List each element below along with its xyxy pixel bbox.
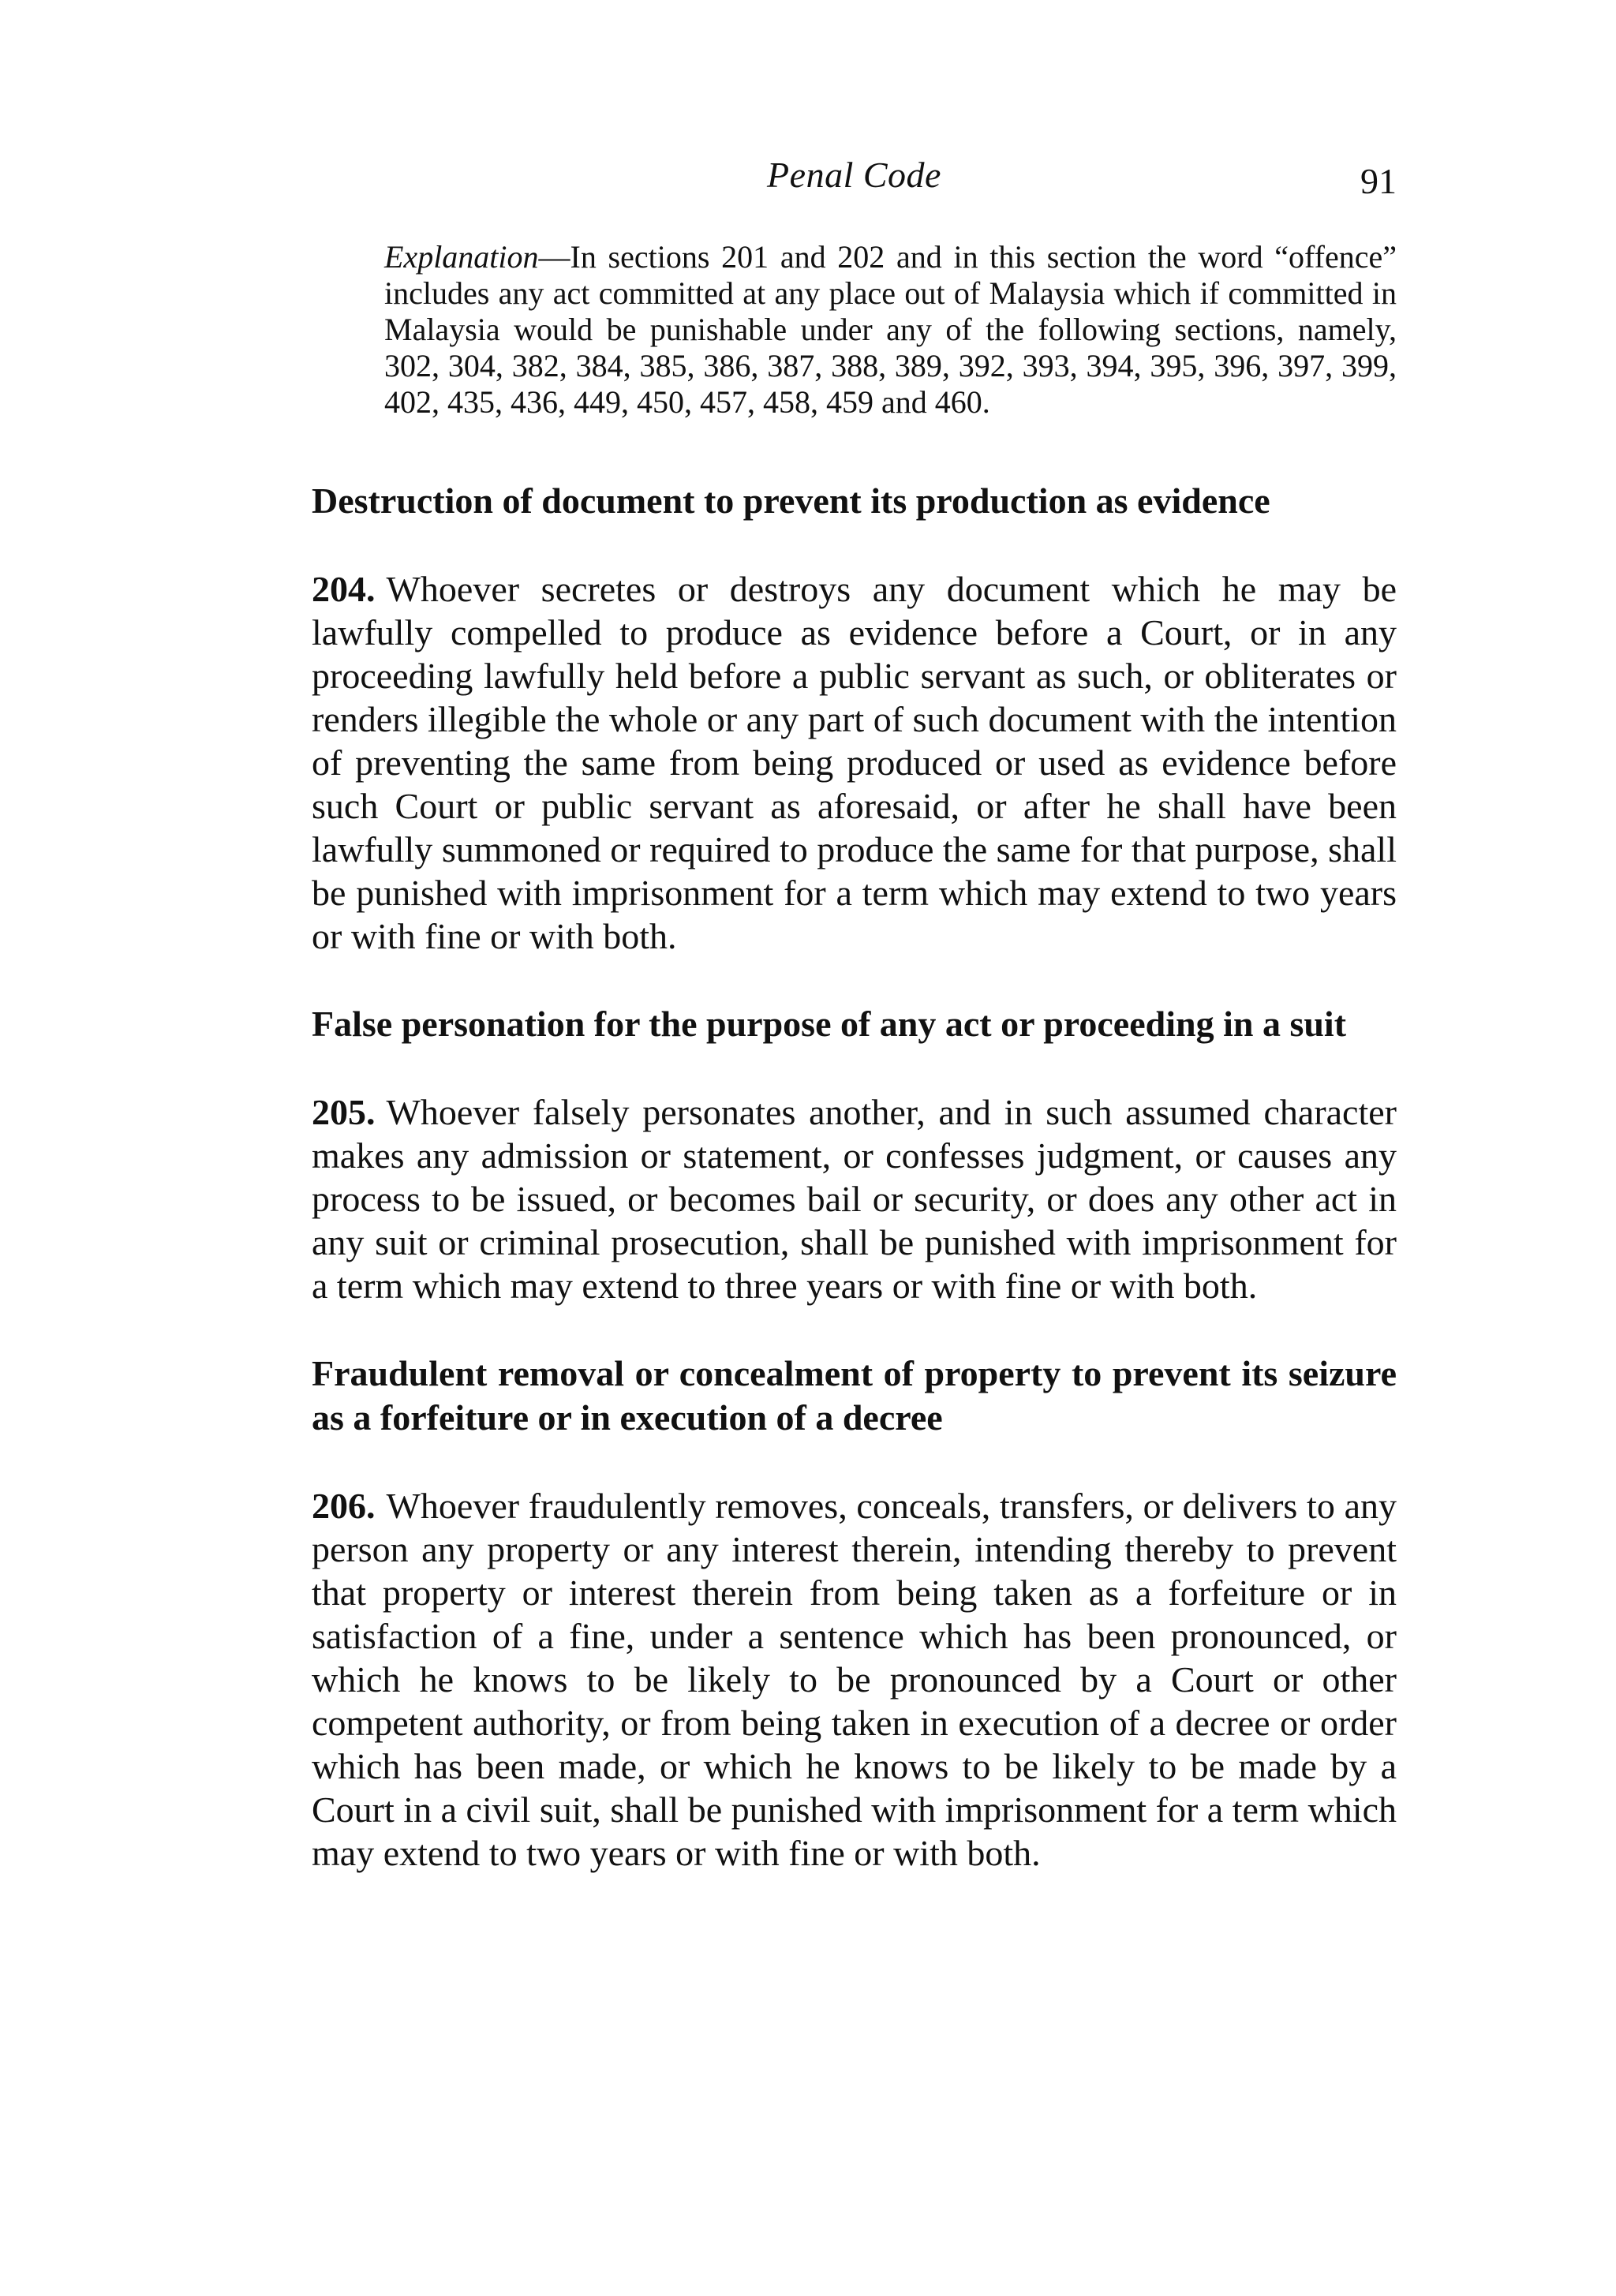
section-number-206: 206. bbox=[312, 1486, 376, 1526]
running-header bbox=[312, 154, 1397, 201]
section-number-204: 204. bbox=[312, 569, 376, 609]
document-page bbox=[312, 154, 1397, 1919]
section-heading-204: Destruction of document to prevent its production as evidence bbox=[312, 481, 1270, 521]
explanation-text: —In sections 201 and 202 and in this section the word “offence” includes any act committed at any place out of Malaysia which if committed in Malaysia would be punishable under any of the following sections, namely, 302, 304, 382, 384, 385, 386, 387, 388, 389, 392, 393, 394, 395, 396, 397, 399, 402, 435, 436, 449, 450, 457, 458, 459 and 460. bbox=[384, 239, 1397, 420]
section-204-body bbox=[312, 567, 1397, 958]
section-206-body bbox=[312, 1484, 1397, 1875]
section-206-text: Whoever fraudulently removes, conceals, transfers, or delivers to any person any property or any interest therein, intending thereby to prevent that property or interest therein from being taken as a forfeiture or in satisfaction of a fine, under a sentence which has been pronounced, or which he knows to be likely to be pronounced by a Court or other competent authority, or from being taken in execution of a decree or order which has been made, or which he knows to be likely to be made by a Court in a civil suit, shall be punished with imprisonment for a term which may extend to two years or with fine or with both. bbox=[312, 1486, 1397, 1873]
section-heading-206: Fraudulent removal or concealment of property to prevent its seizure as a forfeiture or in execution of a decree bbox=[312, 1353, 1397, 1438]
explanation-paragraph bbox=[384, 239, 1397, 421]
section-205-body bbox=[312, 1090, 1397, 1307]
running-title: Penal Code bbox=[767, 155, 941, 195]
section-number-205: 205. bbox=[312, 1092, 376, 1132]
page-number: 91 bbox=[1360, 161, 1397, 201]
section-heading-205: False personation for the purpose of any act or proceeding in a suit bbox=[312, 1004, 1347, 1044]
explanation-label: Explanation bbox=[384, 239, 539, 275]
section-204-text: Whoever secretes or destroys any document which he may be lawfully compelled to produce as evidence before a Court, or in any proceeding lawfully held before a public servant as such, or obliterates or renders illegible the whole or any part of such document with the intention of preventing the same from being produced or used as evidence before such Court or public servant as aforesaid, or after he shall have been lawfully summoned or required to produce the same for that purpose, shall be punished with imprisonment for a term which may extend to two years or with fine or with both. bbox=[312, 569, 1397, 956]
section-205-text: Whoever falsely personates another, and in such assumed character makes any admission or statement, or confesses judgment, or causes any process to be issued, or becomes bail or security, or does any other act in any suit or criminal prosecution, shall be punished with imprisonment for a term which may extend to three years or with fine or with both. bbox=[312, 1092, 1397, 1306]
